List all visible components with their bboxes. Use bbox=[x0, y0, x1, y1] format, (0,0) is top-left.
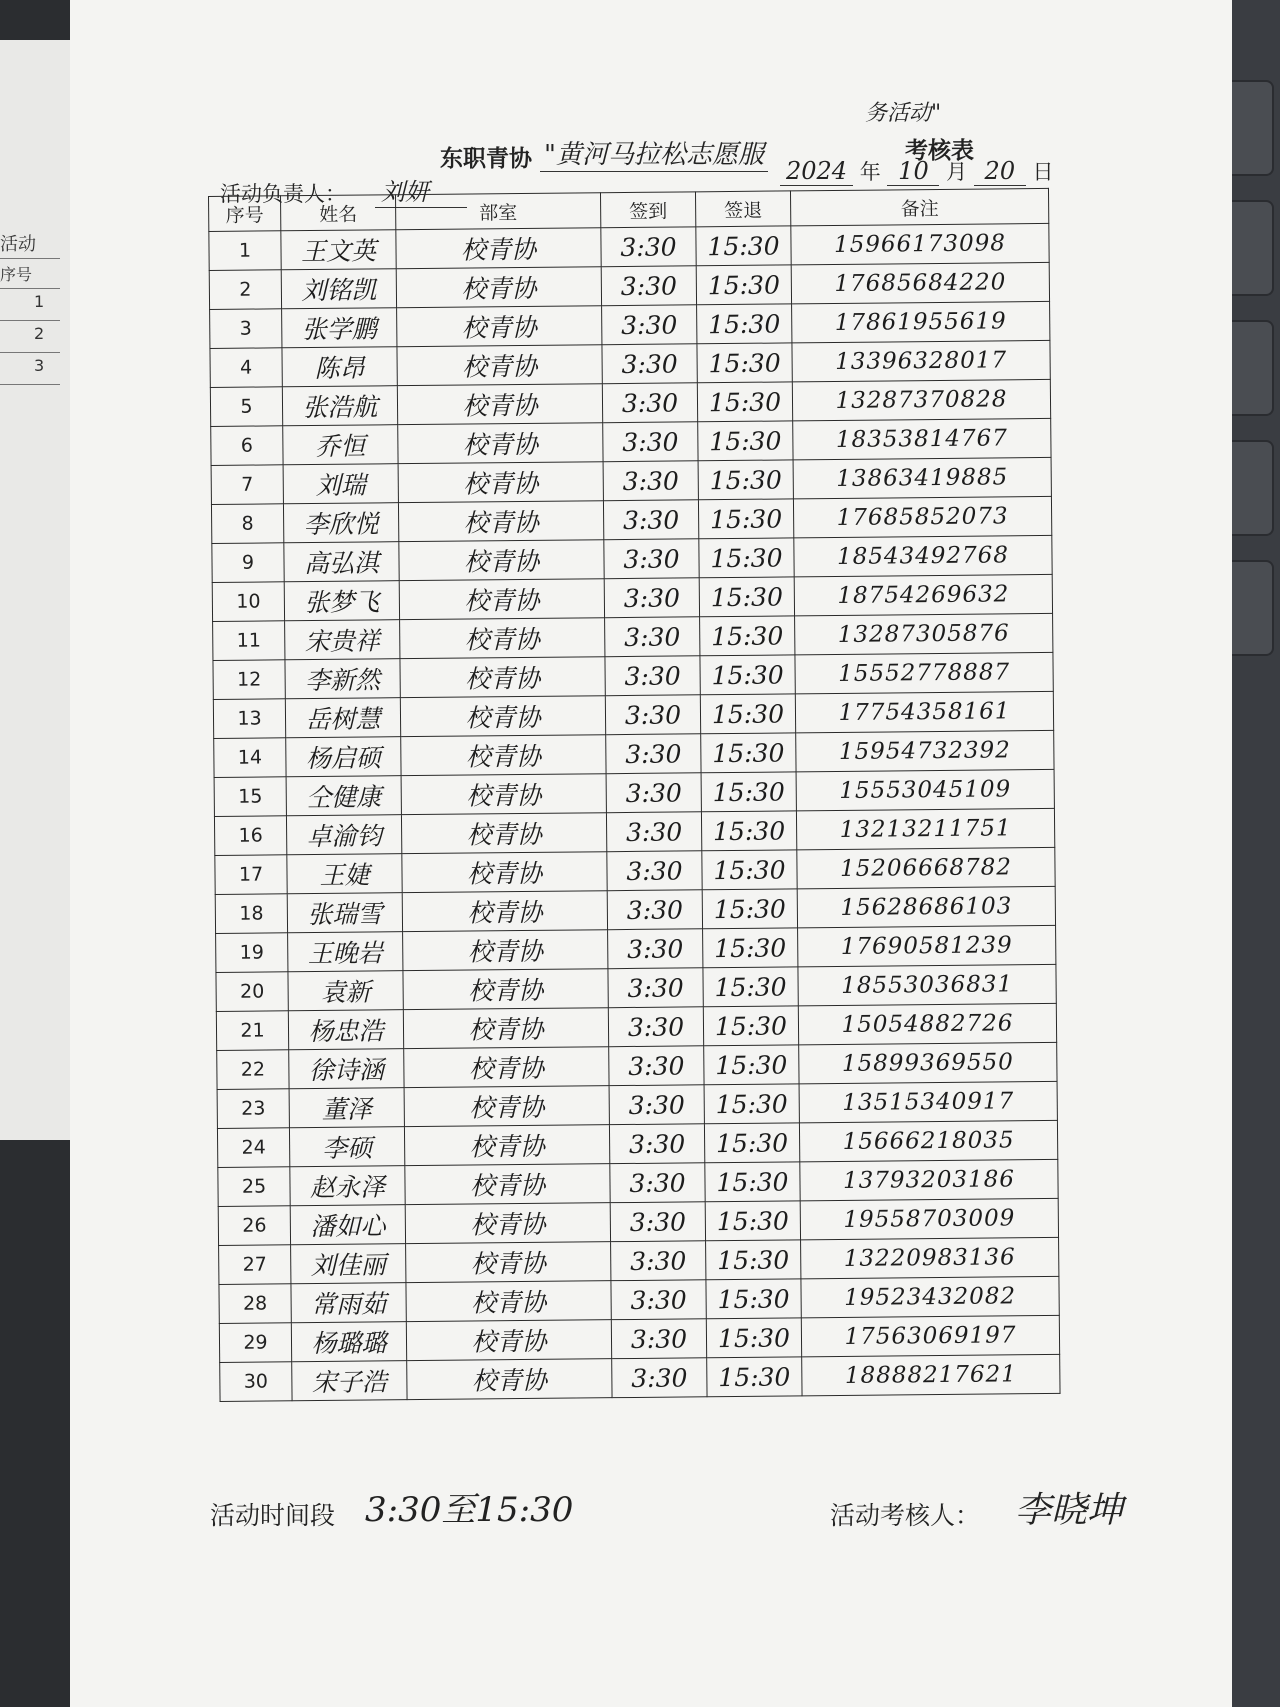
row-sign-in: 3:30 bbox=[605, 617, 700, 657]
row-name: 张学鹏 bbox=[282, 308, 397, 348]
period-label: 活动时间段 bbox=[210, 1501, 336, 1530]
leader-value: 刘妍 bbox=[375, 172, 467, 208]
back-sheet-number: 3 bbox=[34, 356, 45, 375]
row-remarks: 13220983136 bbox=[801, 1237, 1059, 1278]
row-name: 岳树慧 bbox=[285, 698, 400, 738]
row-remarks: 15628686103 bbox=[797, 886, 1055, 927]
row-sign-in: 3:30 bbox=[609, 1085, 704, 1125]
row-sign-out: 15:30 bbox=[698, 499, 793, 539]
row-remarks: 15552778887 bbox=[795, 652, 1053, 693]
row-sign-out: 15:30 bbox=[697, 382, 792, 422]
title-event-handwritten: "黄河马拉松志愿服 bbox=[540, 134, 768, 172]
row-department: 校青协 bbox=[406, 1320, 611, 1361]
row-sign-in: 3:30 bbox=[604, 539, 699, 579]
row-sign-in: 3:30 bbox=[603, 461, 698, 501]
row-department: 校青协 bbox=[397, 345, 602, 386]
row-remarks: 15553045109 bbox=[796, 769, 1054, 810]
row-department: 校青协 bbox=[401, 735, 606, 776]
row-sign-out: 15:30 bbox=[704, 1123, 799, 1163]
row-sign-out: 15:30 bbox=[703, 928, 798, 968]
row-number: 1 bbox=[209, 231, 281, 271]
row-number: 20 bbox=[216, 972, 288, 1012]
header-number: 序号 bbox=[209, 196, 281, 232]
row-remarks: 18553036831 bbox=[798, 964, 1056, 1005]
row-sign-in: 3:30 bbox=[605, 695, 700, 735]
row-name: 常雨茹 bbox=[291, 1283, 406, 1323]
row-department: 校青协 bbox=[402, 891, 607, 932]
row-remarks: 17754358161 bbox=[795, 691, 1053, 732]
row-name: 刘铭凯 bbox=[281, 269, 396, 309]
row-sign-out: 15:30 bbox=[701, 733, 796, 773]
divider bbox=[0, 288, 60, 289]
row-name: 仝健康 bbox=[286, 776, 401, 816]
row-department: 校青协 bbox=[405, 1164, 610, 1205]
row-sign-out: 15:30 bbox=[701, 811, 796, 851]
row-number: 17 bbox=[215, 855, 287, 895]
row-number: 7 bbox=[211, 465, 283, 505]
row-sign-out: 15:30 bbox=[703, 1006, 798, 1046]
row-sign-in: 3:30 bbox=[606, 773, 701, 813]
row-remarks: 13863419885 bbox=[793, 457, 1051, 498]
row-sign-in: 3:30 bbox=[603, 500, 698, 540]
row-number: 3 bbox=[210, 309, 282, 349]
row-remarks: 13793203186 bbox=[800, 1159, 1058, 1200]
date bbox=[780, 156, 1054, 186]
row-sign-out: 15:30 bbox=[704, 1084, 799, 1124]
row-remarks: 17563069197 bbox=[801, 1315, 1059, 1356]
row-name: 袁新 bbox=[288, 971, 403, 1011]
row-number: 25 bbox=[218, 1167, 290, 1207]
row-sign-in: 3:30 bbox=[611, 1280, 706, 1320]
row-number: 19 bbox=[216, 933, 288, 973]
row-remarks: 18888217621 bbox=[802, 1354, 1060, 1395]
row-department: 校青协 bbox=[397, 306, 602, 347]
row-sign-out: 15:30 bbox=[697, 304, 792, 344]
row-remarks: 15666218035 bbox=[799, 1120, 1057, 1161]
row-sign-out: 15:30 bbox=[696, 265, 791, 305]
row-name: 杨璐璐 bbox=[291, 1322, 406, 1362]
row-department: 校青协 bbox=[401, 813, 606, 854]
row-name: 杨忠浩 bbox=[288, 1010, 403, 1050]
row-sign-in: 3:30 bbox=[601, 266, 696, 306]
row-number: 26 bbox=[218, 1206, 290, 1246]
header-department: 部室 bbox=[395, 193, 600, 230]
row-sign-out: 15:30 bbox=[696, 226, 791, 266]
row-sign-out: 15:30 bbox=[703, 967, 798, 1007]
row-sign-in: 3:30 bbox=[609, 1124, 704, 1164]
divider bbox=[0, 320, 60, 321]
row-department: 校青协 bbox=[406, 1242, 611, 1283]
row-number: 27 bbox=[219, 1245, 291, 1285]
row-department: 校青协 bbox=[403, 930, 608, 971]
row-remarks: 15954732392 bbox=[796, 730, 1054, 771]
row-remarks: 17690581239 bbox=[798, 925, 1056, 966]
row-remarks: 18353814767 bbox=[793, 418, 1051, 459]
row-sign-out: 15:30 bbox=[700, 655, 795, 695]
row-sign-in: 3:30 bbox=[606, 812, 701, 852]
divider bbox=[0, 384, 60, 385]
row-number: 28 bbox=[219, 1284, 291, 1324]
row-department: 校青协 bbox=[403, 1008, 608, 1049]
row-department: 校青协 bbox=[407, 1359, 612, 1400]
row-sign-out: 15:30 bbox=[697, 343, 792, 383]
row-department: 校青协 bbox=[402, 852, 607, 893]
row-sign-out: 15:30 bbox=[700, 616, 795, 656]
row-name: 乔恒 bbox=[283, 425, 398, 465]
row-name: 陈昂 bbox=[282, 347, 397, 387]
row-department: 校青协 bbox=[400, 696, 605, 737]
row-name: 李硕 bbox=[289, 1127, 404, 1167]
reviewer-label: 活动考核人： bbox=[830, 1501, 981, 1530]
row-number: 18 bbox=[215, 894, 287, 934]
row-sign-in: 3:30 bbox=[606, 734, 701, 774]
row-remarks: 15054882726 bbox=[798, 1003, 1056, 1044]
row-number: 29 bbox=[219, 1323, 291, 1363]
date-day-label: 日 bbox=[1032, 160, 1054, 184]
row-department: 校青协 bbox=[396, 267, 601, 308]
date-day: 20 bbox=[974, 157, 1026, 186]
row-department: 校青协 bbox=[405, 1203, 610, 1244]
header-sign-out: 签退 bbox=[695, 191, 790, 227]
row-name: 高弘淇 bbox=[284, 542, 399, 582]
row-name: 卓渝钧 bbox=[286, 815, 401, 855]
row-name: 宋贵祥 bbox=[285, 620, 400, 660]
row-department: 校青协 bbox=[400, 657, 605, 698]
row-sign-in: 3:30 bbox=[610, 1163, 705, 1203]
row-sign-out: 15:30 bbox=[699, 577, 794, 617]
date-year-label: 年 bbox=[859, 160, 881, 184]
row-name: 张梦飞 bbox=[284, 581, 399, 621]
back-sheet-number: 1 bbox=[34, 292, 45, 311]
row-sign-in: 3:30 bbox=[607, 890, 702, 930]
row-sign-in: 3:30 bbox=[608, 968, 703, 1008]
row-sign-in: 3:30 bbox=[603, 422, 698, 462]
row-department: 校青协 bbox=[404, 1125, 609, 1166]
row-name: 王晚岩 bbox=[288, 932, 403, 972]
row-sign-in: 3:30 bbox=[611, 1241, 706, 1281]
row-sign-out: 15:30 bbox=[699, 538, 794, 578]
row-sign-in: 3:30 bbox=[609, 1046, 704, 1086]
row-sign-out: 15:30 bbox=[705, 1162, 800, 1202]
row-remarks: 19558703009 bbox=[800, 1198, 1058, 1239]
back-sheet-fragment: 序号 bbox=[0, 265, 33, 284]
header-sign-in: 签到 bbox=[600, 192, 695, 228]
header-remarks: 备注 bbox=[790, 188, 1048, 225]
row-number: 10 bbox=[212, 582, 284, 622]
row-remarks: 13287370828 bbox=[792, 379, 1050, 420]
row-number: 30 bbox=[220, 1362, 292, 1402]
row-department: 校青协 bbox=[399, 579, 604, 620]
row-sign-in: 3:30 bbox=[612, 1358, 707, 1398]
row-sign-in: 3:30 bbox=[601, 227, 696, 267]
row-remarks: 15966173098 bbox=[791, 223, 1049, 264]
row-name: 王婕 bbox=[287, 854, 402, 894]
period-value: 3:30至15:30 bbox=[365, 1490, 574, 1530]
row-number: 6 bbox=[211, 426, 283, 466]
row-department: 校青协 bbox=[403, 969, 608, 1010]
reviewer-signature: 李晓坤 bbox=[1015, 1490, 1124, 1531]
row-sign-out: 15:30 bbox=[702, 850, 797, 890]
row-remarks: 18754269632 bbox=[794, 574, 1052, 615]
row-number: 21 bbox=[216, 1011, 288, 1051]
divider bbox=[0, 352, 60, 353]
row-sign-in: 3:30 bbox=[610, 1202, 705, 1242]
row-name: 张瑞雪 bbox=[287, 893, 402, 933]
row-number: 4 bbox=[210, 348, 282, 388]
row-name: 刘瑞 bbox=[283, 464, 398, 504]
row-sign-out: 15:30 bbox=[698, 421, 793, 461]
row-sign-out: 15:30 bbox=[706, 1279, 801, 1319]
row-number: 13 bbox=[213, 699, 285, 739]
row-name: 李欣悦 bbox=[283, 503, 398, 543]
form-footer bbox=[210, 1488, 1160, 1548]
date-month-label: 月 bbox=[946, 160, 968, 184]
row-name: 宋子浩 bbox=[292, 1361, 407, 1401]
form-sheet bbox=[70, 0, 1232, 1707]
row-number: 8 bbox=[211, 504, 283, 544]
row-sign-out: 15:30 bbox=[705, 1201, 800, 1241]
date-month: 10 bbox=[887, 157, 939, 186]
row-department: 校青协 bbox=[404, 1047, 609, 1088]
row-sign-in: 3:30 bbox=[602, 383, 697, 423]
row-department: 校青协 bbox=[399, 540, 604, 581]
row-remarks: 19523432082 bbox=[801, 1276, 1059, 1317]
row-sign-in: 3:30 bbox=[607, 851, 702, 891]
row-remarks: 13287305876 bbox=[795, 613, 1053, 654]
row-sign-out: 15:30 bbox=[701, 772, 796, 812]
row-remarks: 13515340917 bbox=[799, 1081, 1057, 1122]
leader-label: 活动负责人： bbox=[220, 182, 346, 206]
row-sign-in: 3:30 bbox=[602, 344, 697, 384]
row-sign-out: 15:30 bbox=[700, 694, 795, 734]
row-department: 校青协 bbox=[398, 423, 603, 464]
roster-table bbox=[208, 188, 1061, 1402]
row-remarks: 18543492768 bbox=[794, 535, 1052, 576]
row-number: 5 bbox=[210, 387, 282, 427]
back-sheet-fragment: 活动 bbox=[0, 234, 36, 255]
row-department: 校青协 bbox=[397, 384, 602, 425]
row-sign-in: 3:30 bbox=[608, 1007, 703, 1047]
row-number: 2 bbox=[209, 270, 281, 310]
row-number: 9 bbox=[212, 543, 284, 583]
row-remarks: 13213211751 bbox=[796, 808, 1054, 849]
table-body bbox=[209, 223, 1060, 1401]
row-sign-in: 3:30 bbox=[605, 656, 700, 696]
back-sheet-number: 2 bbox=[34, 324, 45, 343]
row-name: 李新然 bbox=[285, 659, 400, 699]
row-number: 22 bbox=[217, 1050, 289, 1090]
row-remarks: 17685684220 bbox=[791, 262, 1049, 303]
row-sign-out: 15:30 bbox=[706, 1240, 801, 1280]
title-suffix: 考核表 bbox=[905, 138, 974, 164]
row-remarks: 15899369550 bbox=[799, 1042, 1057, 1083]
title-prefix: 东职青协 bbox=[440, 146, 532, 172]
row-name: 徐诗涵 bbox=[289, 1049, 404, 1089]
row-department: 校青协 bbox=[406, 1281, 611, 1322]
row-remarks: 17685852073 bbox=[793, 496, 1051, 537]
row-name: 潘如心 bbox=[290, 1205, 405, 1245]
row-department: 校青协 bbox=[396, 228, 601, 269]
row-department: 校青协 bbox=[400, 618, 605, 659]
row-sign-out: 15:30 bbox=[707, 1357, 802, 1397]
divider bbox=[0, 258, 60, 259]
row-sign-in: 3:30 bbox=[602, 305, 697, 345]
row-department: 校青协 bbox=[398, 501, 603, 542]
date-year: 2024 bbox=[780, 157, 853, 186]
row-name: 赵永泽 bbox=[290, 1166, 405, 1206]
row-number: 15 bbox=[214, 777, 286, 817]
header-name: 姓名 bbox=[281, 195, 396, 231]
row-sign-in: 3:30 bbox=[611, 1319, 706, 1359]
row-number: 23 bbox=[217, 1089, 289, 1129]
row-name: 董泽 bbox=[289, 1088, 404, 1128]
row-number: 24 bbox=[217, 1128, 289, 1168]
title-insert-handwritten: 务活动" bbox=[865, 101, 942, 126]
row-sign-out: 15:30 bbox=[704, 1045, 799, 1085]
row-remarks: 17861955619 bbox=[792, 301, 1050, 342]
row-name: 王文英 bbox=[281, 230, 396, 270]
row-sign-out: 15:30 bbox=[702, 889, 797, 929]
row-sign-out: 15:30 bbox=[706, 1318, 801, 1358]
row-sign-in: 3:30 bbox=[604, 578, 699, 618]
row-department: 校青协 bbox=[401, 774, 606, 815]
row-remarks: 13396328017 bbox=[792, 340, 1050, 381]
row-sign-in: 3:30 bbox=[608, 929, 703, 969]
row-remarks: 15206668782 bbox=[797, 847, 1055, 888]
row-name: 杨启硕 bbox=[286, 737, 401, 777]
row-number: 14 bbox=[214, 738, 286, 778]
row-sign-out: 15:30 bbox=[698, 460, 793, 500]
row-number: 11 bbox=[213, 621, 285, 661]
row-number: 16 bbox=[214, 816, 286, 856]
row-number: 12 bbox=[213, 660, 285, 700]
row-name: 张浩航 bbox=[282, 386, 397, 426]
row-department: 校青协 bbox=[404, 1086, 609, 1127]
table-row bbox=[220, 1354, 1060, 1401]
row-department: 校青协 bbox=[398, 462, 603, 503]
row-name: 刘佳丽 bbox=[291, 1244, 406, 1284]
